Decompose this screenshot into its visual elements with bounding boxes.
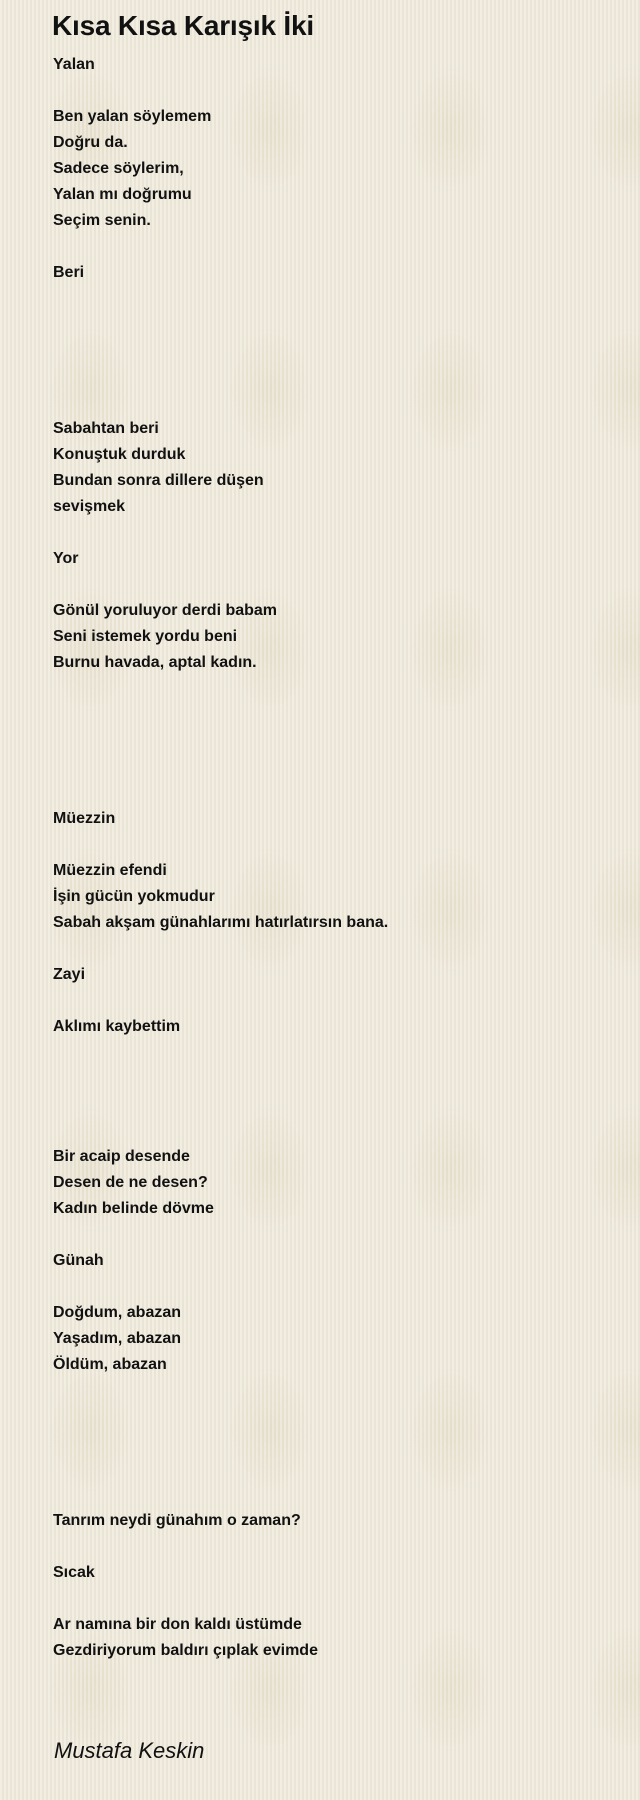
poem-line — [53, 234, 613, 260]
poem-line — [53, 754, 613, 780]
poem-body — [53, 52, 613, 1664]
poem-line: Sıcak — [53, 1564, 95, 1581]
poem-line — [53, 1274, 613, 1300]
poem-line: Doğdum, abazan — [53, 1304, 182, 1321]
poem-line: Günah — [53, 1252, 104, 1269]
poem-line: Doğru da. — [53, 134, 128, 151]
poem-line: Öldüm, abazan — [53, 1356, 167, 1373]
poem-line — [53, 1066, 613, 1092]
poem-line — [53, 572, 613, 598]
poem-line — [53, 364, 613, 390]
poem-line: Yalan mı doğrumu — [53, 186, 192, 203]
poem-line: Desen de ne desen? — [53, 1174, 208, 1191]
poem-line: Müezzin efendi — [53, 862, 167, 879]
poem-line — [53, 1534, 613, 1560]
poem-line: Zayi — [53, 966, 86, 983]
poem-line — [53, 676, 613, 702]
poem-line: Gezdiriyorum baldırı çıplak evimde — [53, 1642, 318, 1659]
poem-line: Ben yalan söylemem — [53, 108, 212, 125]
poem-line — [53, 728, 613, 754]
poem-line — [53, 936, 613, 962]
poem-title: Kısa Kısa Karışık İki — [52, 10, 314, 41]
poem-line: Aklımı kaybettim — [53, 1018, 181, 1035]
poem-line — [53, 1586, 613, 1612]
poem-line: Sabahtan beri — [53, 420, 159, 437]
poem-line — [53, 390, 613, 416]
poem-line — [53, 1482, 613, 1508]
poem-line — [53, 1092, 613, 1118]
poem-line: Bundan sonra dillere düşen — [53, 472, 264, 489]
poem-line: Yor — [53, 550, 79, 567]
poem-line: Seçim senin. — [53, 212, 151, 229]
poem-line: Yaşadım, abazan — [53, 1330, 182, 1347]
poem-line — [53, 832, 613, 858]
poem-line: Bir acaip desende — [53, 1148, 190, 1165]
poem-line: Yalan — [53, 56, 95, 73]
poem-line — [53, 702, 613, 728]
poem-line — [53, 1040, 613, 1066]
poem-line: İşin gücün yokmudur — [53, 888, 215, 905]
poem-line: Sadece söylerim, — [53, 160, 184, 177]
poem-line: Ar namına bir don kaldı üstümde — [53, 1616, 302, 1633]
poem-line — [53, 780, 613, 806]
poem-line — [53, 1118, 613, 1144]
poem-line — [53, 1378, 613, 1404]
poem-line — [53, 988, 613, 1014]
poem-line — [53, 520, 613, 546]
poem-line: Gönül yoruluyor derdi babam — [53, 602, 278, 619]
poem-line — [53, 286, 613, 312]
poem-line: Konuştuk durduk — [53, 446, 186, 463]
poem-line: Müezzin — [53, 810, 116, 827]
poem-line — [53, 78, 613, 104]
poem-line: Sabah akşam günahlarımı hatırlatırsın bana. — [53, 914, 389, 931]
poem-line — [53, 1222, 613, 1248]
poem-line: Beri — [53, 264, 85, 281]
poem-author: Mustafa Keskin — [54, 1738, 205, 1763]
poem-line — [53, 1404, 613, 1430]
poem-line: Burnu havada, aptal kadın. — [53, 654, 257, 671]
poem-line: Tanrım neydi günahım o zaman? — [53, 1512, 301, 1529]
poem-line — [53, 312, 613, 338]
poem-line — [53, 1456, 613, 1482]
poem-line: Seni istemek yordu beni — [53, 628, 238, 645]
poem-line: Kadın belinde dövme — [53, 1200, 214, 1217]
poem-line — [53, 338, 613, 364]
poem-line: sevişmek — [53, 498, 126, 515]
poem-line — [53, 1430, 613, 1456]
